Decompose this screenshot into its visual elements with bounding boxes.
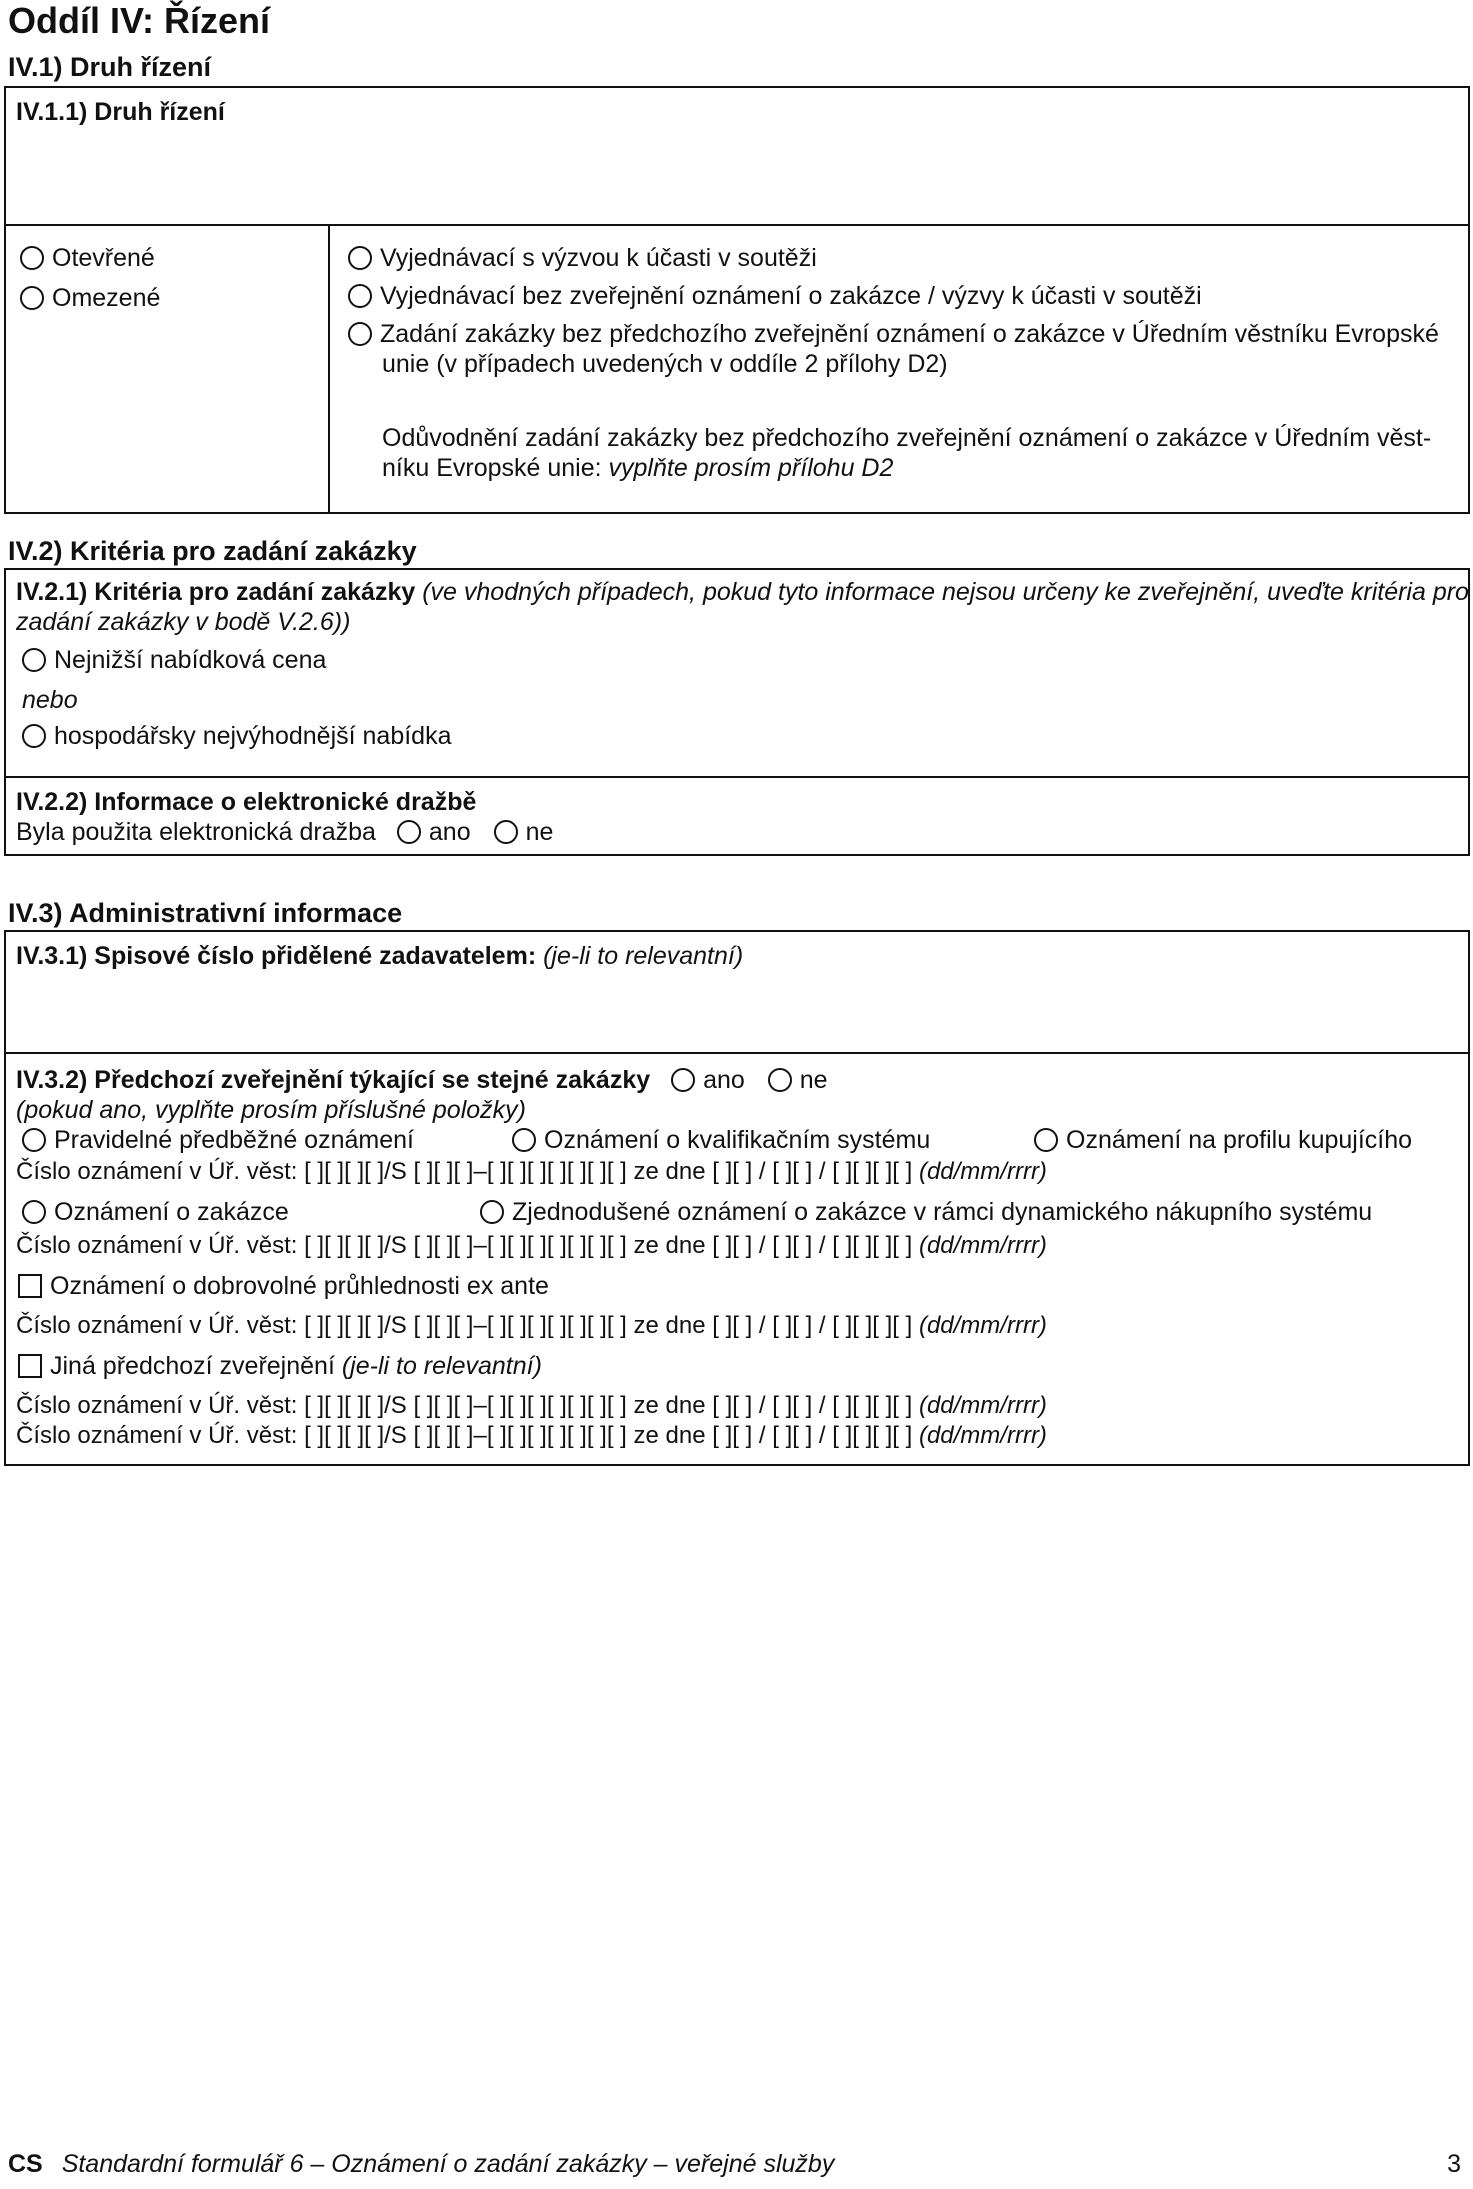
option-label: Vyjednávací bez zveřejnění oznámení o zakázce / výzvy k účasti v soutěži [380, 282, 1202, 310]
option-negotiated-without-call[interactable] [348, 282, 1202, 311]
radio-icon[interactable] [512, 1128, 536, 1152]
ref-line[interactable] [16, 1232, 1047, 1260]
radio-icon[interactable] [22, 724, 46, 748]
iv3-1-label: IV.3.1) Spisové číslo přidělené zadavatelem: [16, 942, 537, 970]
option-meat[interactable] [22, 722, 452, 751]
iv3-1-hint: (je-li to relevantní) [543, 942, 744, 970]
option-award-without-notice[interactable] [348, 320, 1439, 349]
iv2-1-hint-cont: zadání zakázky v bodě V.2.6)) [16, 608, 351, 636]
option-label: Oznámení na profilu kupujícího [1066, 1126, 1413, 1154]
option-label: hospodářsky nejvýhodnější nabídka [54, 722, 452, 750]
iv2-1-line-1 [16, 578, 1469, 607]
or-text: nebo [22, 686, 78, 714]
iv2-1-hint: (ve vhodných případech, pokud tyto informace nejsou určeny ke zveřejnění, uveďte kritéria pro [422, 578, 1469, 606]
footer-text: Standardní formulář 6 – Oznámení o zadání zakázky – veřejné služby [61, 2150, 835, 2178]
yes-label: ano [428, 818, 471, 846]
iv3-2-row [16, 1066, 828, 1095]
iv1-1-heading: IV.1.1) Druh řízení [16, 98, 225, 126]
iv3-2-label: IV.3.2) Předchozí zveřejnění týkající se stejné zakázky [16, 1066, 651, 1094]
checkbox-icon[interactable] [18, 1274, 42, 1298]
radio-icon[interactable] [348, 322, 372, 346]
iv1-heading: IV.1) Druh řízení [8, 52, 212, 82]
ref-line[interactable] [16, 1312, 1047, 1340]
option-restricted[interactable] [20, 284, 160, 313]
iv3-1-row [16, 942, 743, 971]
option-label: Oznámení o dobrovolné průhlednosti ex ante [50, 1272, 549, 1300]
option-other[interactable] [18, 1352, 542, 1381]
ref-text: Číslo oznámení v Úř. věst: [ ][ ][ ][ ]/S [ ][ ][ ]–[ ][ ][ ][ ][ ][ ][ ] ze dne [ ][ ] / [ ][ ] / [ ][ ][ ][ ] [16, 1392, 913, 1419]
option-label: Vyjednávací s výzvou k účasti v soutěži [380, 244, 817, 272]
radio-icon[interactable] [768, 1068, 792, 1092]
radio-icon[interactable] [20, 246, 44, 270]
footer [8, 2150, 834, 2179]
option-label: Nejnižší nabídková cena [54, 646, 327, 674]
option-prior-info[interactable] [22, 1126, 414, 1155]
date-format: (dd/mm/rrrr) [918, 1232, 1047, 1259]
ref-text: Číslo oznámení v Úř. věst: [ ][ ][ ][ ]/S [ ][ ][ ]–[ ][ ][ ][ ][ ][ ][ ] ze dne [ ][ ] / [ ][ ] / [ ][ ][ ][ ] [16, 1422, 913, 1449]
radio-icon[interactable] [397, 820, 421, 844]
radio-icon[interactable] [20, 286, 44, 310]
radio-icon[interactable] [22, 1200, 46, 1224]
ref-text: Číslo oznámení v Úř. věst: [ ][ ][ ][ ]/S [ ][ ][ ]–[ ][ ][ ][ ][ ][ ][ ] ze dne [ ][ ] / [ ][ ] / [ ][ ][ ][ ] [16, 1158, 913, 1185]
eauction-question: Byla použita elektronická dražba [16, 818, 376, 846]
option-transparency[interactable] [18, 1272, 549, 1301]
date-format: (dd/mm/rrrr) [918, 1392, 1047, 1419]
divider [4, 224, 1470, 226]
option-buyer-profile[interactable] [1034, 1126, 1412, 1155]
justification-line-1: Odůvodnění zadání zakázky bez předchozího zveřejnění oznámení o zakázce v Úředním věst- [382, 424, 1432, 452]
divider [328, 224, 330, 514]
option-label-continued: unie (v případech uvedených v oddíle 2 přílohy D2) [382, 350, 948, 378]
radio-icon[interactable] [671, 1068, 695, 1092]
eauction-row [16, 818, 553, 847]
iv3-2-hint: (pokud ano, vyplňte prosím příslušné položky) [16, 1096, 526, 1124]
radio-icon[interactable] [480, 1200, 504, 1224]
radio-icon[interactable] [494, 820, 518, 844]
iv2-1-label: IV.2.1) Kritéria pro zadání zakázky [16, 578, 416, 606]
justification-line-2 [382, 454, 893, 483]
option-label: Pravidelné předběžné oznámení [54, 1126, 414, 1154]
radio-icon[interactable] [1034, 1128, 1058, 1152]
radio-icon[interactable] [22, 1128, 46, 1152]
ref-line[interactable] [16, 1392, 1047, 1420]
yes-label: ano [703, 1066, 745, 1094]
option-qualification[interactable] [512, 1126, 930, 1155]
date-format: (dd/mm/rrrr) [918, 1312, 1047, 1339]
justification-text: níku Evropské unie: [382, 454, 602, 482]
radio-icon[interactable] [348, 284, 372, 308]
option-simplified[interactable] [480, 1198, 1372, 1227]
no-label: ne [799, 1066, 828, 1094]
ref-line[interactable] [16, 1158, 1047, 1186]
option-label: Zjednodušené oznámení o zakázce v rámci dynamického nákupního systému [512, 1198, 1373, 1226]
option-open[interactable] [20, 244, 155, 273]
option-label: Oznámení o zakázce [54, 1198, 289, 1226]
ref-text: Číslo oznámení v Úř. věst: [ ][ ][ ][ ]/S [ ][ ][ ]–[ ][ ][ ][ ][ ][ ][ ] ze dne [ ][ ] / [ ][ ] / [ ][ ][ ][ ] [16, 1312, 913, 1339]
ref-text: Číslo oznámení v Úř. věst: [ ][ ][ ][ ]/S [ ][ ][ ]–[ ][ ][ ][ ][ ][ ][ ] ze dne [ ][ ] / [ ][ ] / [ ][ ][ ][ ] [16, 1232, 913, 1259]
footer-lang: CS [8, 2150, 43, 2178]
option-lowest-price[interactable] [22, 646, 326, 675]
option-label: Jiná předchozí zveřejnění [50, 1352, 335, 1380]
divider [4, 776, 1470, 778]
ref-line[interactable] [16, 1422, 1047, 1450]
option-label: Oznámení o kvalifikačním systému [544, 1126, 931, 1154]
option-label: Otevřené [52, 244, 155, 272]
iv2-2-label: IV.2.2) Informace o elektronické dražbě [16, 788, 477, 816]
page-number: 3 [1447, 2150, 1461, 2178]
iv2-heading: IV.2) Kritéria pro zadání zakázky [8, 536, 417, 566]
section-title: Oddíl IV: Řízení [8, 0, 271, 41]
checkbox-icon[interactable] [18, 1354, 42, 1378]
option-label: Zadání zakázky bez předchozího zveřejnění oznámení o zakázce v Úředním věstníku Evropské [380, 320, 1439, 348]
option-hint: (je-li to relevantní) [341, 1352, 542, 1380]
option-negotiated-with-call[interactable] [348, 244, 817, 273]
date-format: (dd/mm/rrrr) [918, 1422, 1047, 1449]
date-format: (dd/mm/rrrr) [918, 1158, 1047, 1185]
no-label: ne [525, 818, 554, 846]
divider [4, 1052, 1470, 1054]
iv3-heading: IV.3) Administrativní informace [8, 898, 403, 928]
radio-icon[interactable] [348, 246, 372, 270]
radio-icon[interactable] [22, 648, 46, 672]
justification-hint: vyplňte prosím přílohu D2 [608, 454, 894, 482]
option-contract-notice[interactable] [22, 1198, 289, 1227]
option-label: Omezené [52, 284, 161, 312]
